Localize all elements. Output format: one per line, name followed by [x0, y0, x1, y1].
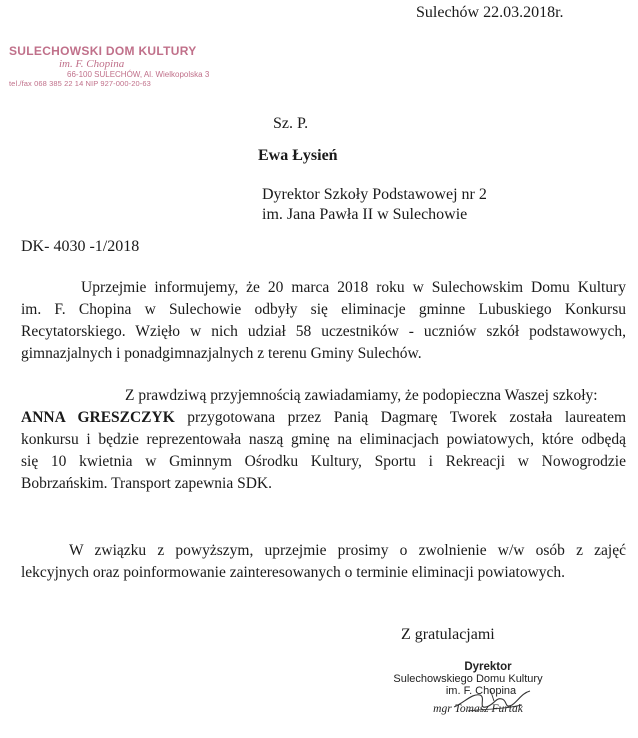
closing-phrase: Z gratulacjami — [401, 626, 495, 643]
paragraph-line — [21, 407, 626, 429]
recipient-title-line2: im. Jana Pawła II w Sulechowie — [262, 206, 468, 223]
paragraph-line: lekcyjnych oraz poinformowanie zainteresowanych o terminie eliminacji powiatowych. — [21, 564, 566, 581]
paragraph-line: W związku z powyższym, uprzejmie prosimy o zwolnienie w/w osób z zajęć — [69, 542, 626, 559]
handwritten-signature-icon — [450, 683, 540, 717]
stamp-address: 66-100 SULECHÓW, Al. Wielkopolska 3 — [67, 70, 210, 79]
letter-date: Sulechów 22.03.2018r. — [416, 4, 564, 21]
paragraph-line: Recytatorskiego. Wzięło w nich udział 58 uczestników - uczniów szkół podstawowych, — [21, 323, 626, 340]
paragraph-line: Uprzejmie informujemy, że 20 marca 2018 roku w Sulechowskim Domu Kultury — [81, 279, 626, 296]
paragraph-line: gimnazjalnych i ponadgimnazjalnych z terenu Gminy Sulechów. — [21, 345, 422, 362]
paragraph-laureate — [21, 385, 626, 495]
stamp-patron: im. F. Chopina — [59, 58, 125, 70]
reference-number: DK- 4030 -1/2018 — [21, 238, 140, 255]
signature-institution: Sulechowskiego Domu Kultury — [393, 673, 543, 685]
paragraph-announcement — [21, 277, 626, 365]
paragraph-line: Z prawdziwą przyjemnością zawiadamiamy, że podopieczna Waszej szkoły: — [125, 387, 598, 404]
paragraph-line: Bobrzańskim. Transport zapewnia SDK. — [21, 475, 272, 492]
stamp-name: SULECHOWSKI DOM KULTURY — [9, 44, 197, 58]
stamp-contact: tel./fax 068 385 22 14 NIP 927-000-20-63 — [9, 79, 151, 88]
paragraph-line: im. F. Chopina w Sulechowie odbyły się eliminacje gminne Lubuskiego Konkursu — [21, 301, 626, 318]
recipient-name: Ewa Łysień — [258, 147, 338, 164]
student-name: ANNA GRESZCZYK — [21, 409, 175, 426]
recipient-title-line1: Dyrektor Szkoły Podstawowej nr 2 — [262, 186, 487, 203]
paragraph-line: konkursu i będzie reprezentowała naszą gminę na eliminacjach powiatowych, które odbędą — [21, 431, 626, 448]
paragraph-line-rest: przygotowana przez Panią Dagmarę Tworek została laureatem — [174, 409, 627, 426]
greeting: Sz. P. — [273, 115, 309, 132]
paragraph-request — [21, 540, 626, 584]
institution-stamp — [9, 44, 224, 88]
signatory-name: mgr Tomasz Furtak — [433, 703, 523, 715]
paragraph-line: się 10 kwietnia w Gminnym Ośrodku Kultury, Sportu i Rekreacji w Nowogrodzie — [21, 453, 626, 470]
signature-role: Dyrektor — [464, 661, 512, 673]
signature-patron: im. F. Chopina — [445, 685, 517, 697]
